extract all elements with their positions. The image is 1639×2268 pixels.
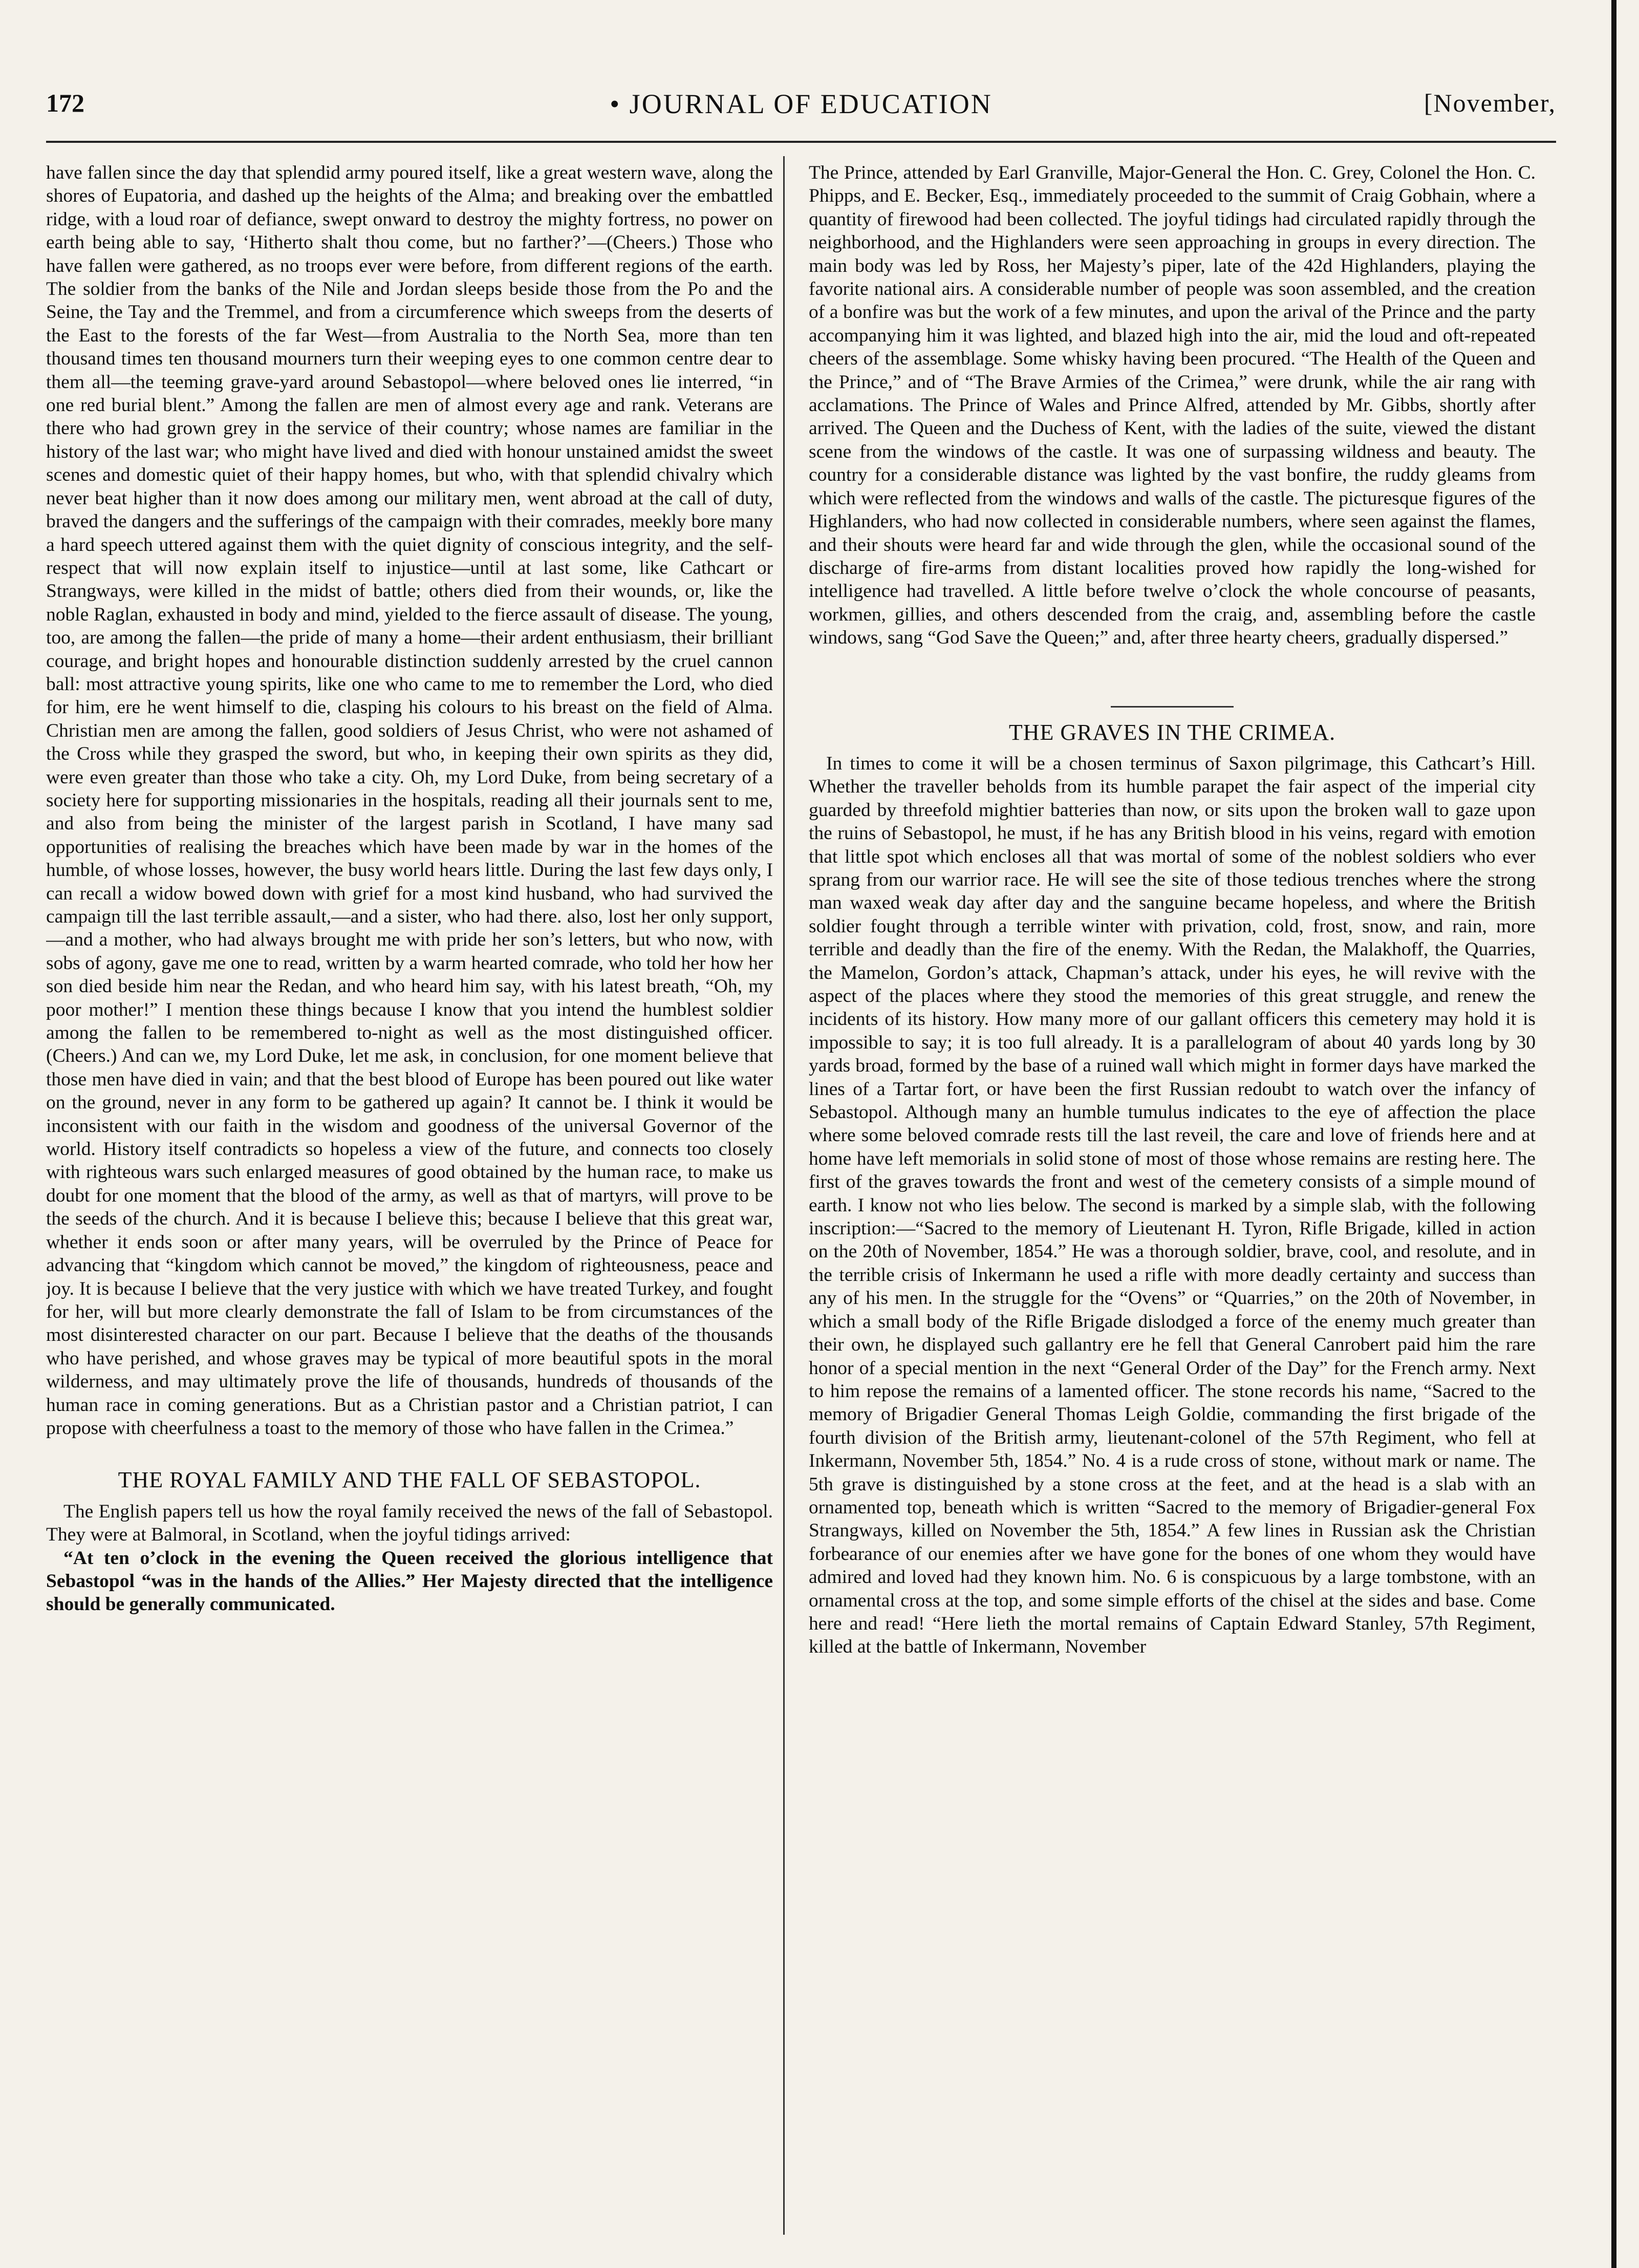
speech-paragraph: have fallen since the day that splendid army poured itself, like a great western wave, along the shores of Eupatoria, and dashed up the heights of the Alma; and breaking over the embattled ridge, with a loud roar of defiance, swept onward to destroy the mighty fortress, no power on earth being able to say, ‘Hitherto shalt thou come, but no farther?’—(Cheers.) Those who have fallen were gathered, as no troops ever were before, from different regions of the earth. The soldier from the banks of the Nile and Jordan sleeps beside those from the Po and the Seine, the Tay and the Tremmel, and from a circumference which sweeps from the deserts of the East to the forests of the far West—from Australia to the North Sea, more than ten thousand times ten thousand mourners turn their weeping eyes to one common centre dear to them all—the teeming grave-yard around Sebastopol—where beloved ones lie interred, “in one red burial blent.” Among the fallen are men of almost every age and rank. Veterans are there who had grown grey in the service of their country; whose names are familiar in the history of the last war; who might have lived and died with honour unstained amidst the sweet scenes and domestic quiet of their happy homes, but who, with that splendid chivalry which never beat higher than it now does among our military men, went abroad at the call of duty, braved the dangers and the sufferings of the campaign with their comrades, meekly bore many a hard speech uttered against them with the quiet dignity of conscious integrity, and the self-respect that will now explain itself to injustice—until at last some, like Cathcart or Strangways, were killed in the midst of battle; others died from their wounds, or, like the noble Raglan, exhausted in body and mind, yielded to the fierce assault of disease. The young, too, are among the fallen—the pride of many a home—their ardent enthusiasm, their brilliant courage, and bright hopes and honourable distinction suddenly arrested by the cruel cannon ball: most attractive young spirits, like one who came to me to remember the Lord, who died for him, ere he went himself to die, clasping his colours to his breast on the field of Alma. Christian men are among the fallen, good soldiers of Jesus Christ, who were not ashamed of the Cross while they grasped the sword, but who, in keeping their own spirits as they did, were even greater than those who take a city. Oh, my Lord Duke, from being secretary of a society here for supporting missionaries in the hospitals, reading all their journals sent to me, and also from being the minister of the largest parish in Scotland, I have many sad opportunities of realising the breaches which have been made by war in the homes of the humble, of whose losses, however, the busy world hears little. During the last few days only, I can recall a widow bowed down with grief for a most kind husband, who had survived the campaign till the last terrible assault,—and a sister, who had there. also, lost her only support,—and a mother, who had always brought me with pride her son’s letters, but who now, with sobs of agony, gave me one to read, written by a warm hearted comrade, who told her how her son died beside him near the Redan, and who heard him say, with his latest breath, “Oh, my poor mother!” I mention these things because I know that you intend the humblest soldier among the fallen to be remembered to-night as well as the most distinguished officer. (Cheers.) And can we, my Lord Duke, let me ask, in conclusion, for one moment believe that those men have died in vain; and that the best blood of Europe has been poured out like water on the ground, never in any form to be gathered up again? It cannot be. I think it would be inconsistent with our faith in the wisdom and goodness of the universal Governor of the world. History itself contradicts so hopeless a view of the future, and connects too closely with righteous wars such enlarged measures of good obtained by the human race, to make us doubt for one moment that the blood of the army, as well as that of martyrs, will prove to be the seeds of the church. And it is because I believe this; because I believe that this great war, whether it ends soon or after many years, will be overruled by the Prince of Peace for advancing that “kingdom which cannot be moved,” the kingdom of righteousness, peace and joy. It is because I believe that the very justice with which we have treated Turkey, and fought for her, will but more clearly demonstrate the fall of Islam to be from circumstances of the most disinterested character on our part. Because I believe that the deaths of the thousands who have perished, and whose graves may be typical of more beautiful spots in the moral wilderness, and may ultimately prove the life of thousands, hundreds of thousands of the human race in coming generations. But as a Christian pastor and a Christian patriot, I can propose with cheerfulness a toast to the memory of those who have fallen in the Crimea.” bbox=[46, 162, 773, 1439]
column-rule bbox=[783, 156, 785, 2235]
royal-family-heading: THE ROYAL FAMILY AND THE FALL OF SEBASTOPOL. bbox=[118, 1467, 701, 1493]
header-rule bbox=[46, 141, 1556, 143]
header-month: [November, bbox=[1424, 89, 1556, 117]
journal-title: • JOURNAL OF EDUCATION bbox=[610, 89, 993, 119]
royal-continuation-paragraph: The Prince, attended by Earl Granville, Major-General the Hon. C. Grey, Colonel the Hon. C. Phipps, and E. Becker, Esq., immediately proceeded to the summit of Craig Gobhain, where a quantity of firewood had been collected. The joyful tidings had circulated rapidly through the neighborhood, and the Highlanders were seen approaching in groups in every direction. The main body was led by Ross, her Majesty’s piper, late of the 42d Highlanders, playing the favorite national airs. A considerable number of people was soon assembled, and the creation of a bonfire was but the work of a few minutes, and upon the arival of the Prince and the party accompanying him it was lighted, and blazed high into the air, mid the loud and oft-repeated cheers of the assemblage. Some whisky having been procured. “The Health of the Queen and the Prince,” and of “The Brave Armies of the Crimea,” were drunk, while the air rang with acclamations. The Prince of Wales and Prince Alfred, attended by Mr. Gibbs, shortly after arrived. The Queen and the Duchess of Kent, with the ladies of the suite, viewed the distant scene from the windows of the castle. It was one of surpassing wildness and beauty. The country for a considerable distance was lighted by the vast bonfire, the ruddy gleams from which were reflected from the windows and walls of the castle. The picturesque figures of the Highlanders, who had now collected in considerable numbers, where seen against the flames, and their shouts were heard far and wide through the glen, while the occasional sound of the discharge of fire-arms from distant localities proved how rapidly the long-wished for intelligence had travelled. A little before twelve o’clock the whole concourse of peasants, workmen, gillies, and others descended from the craig, and, assembling before the castle windows, sang “God Save the Queen;” and, after three hearty cheers, gradually dispersed.” bbox=[809, 162, 1536, 649]
binding-edge-rule bbox=[1611, 0, 1616, 2268]
left-column bbox=[46, 161, 773, 2230]
section-divider bbox=[1111, 706, 1234, 708]
right-column bbox=[809, 161, 1536, 2230]
graves-heading: THE GRAVES IN THE CRIMEA. bbox=[1008, 719, 1336, 745]
graves-paragraph: In times to come it will be a chosen terminus of Saxon pilgrimage, this Cathcart’s Hill. Whether the traveller beholds from its humble parapet the fair aspect of the imperial city guarded by threefold mightier batteries than now, or sits upon the broken wall to gaze upon the ruins of Sebastopol, he must, if he has any British blood in his veins, regard with emotion that little spot which encloses all that was mortal of some of the noblest soldiers who ever sprang from our warrior race. He will see the site of those tedious trenches where the strong man waxed weak day after day and the sanguine became hopeless, and where the British soldier fought through a terrible winter with privation, cold, frost, snow, and rain, more terrible and deadly than the fire of the enemy. With the Redan, the Malakhoff, the Quarries, the Mamelon, Gordon’s attack, Chapman’s attack, under his eyes, he will revive with the aspect of the places where they stood the memories of this great struggle, and renew the incidents of its history. How many more of our gallant officers this cemetery may hold it is impossible to say; it is too full already. It is a parallelogram of about 40 yards long by 30 yards broad, formed by the base of a ruined wall which might in former days have marked the lines of a Tartar fort, or have been the first Russian redoubt to watch over the infancy of Sebastopol. Although many an humble tumulus indicates to the eye of affection the place where some beloved comrade rests till the last reveil, the care and love of friends here and at home have left memorials in solid stone of most of those whose remains are resting here. The first of the graves towards the front and west of the cemetery consists of a simple mound of earth. I know not who lies below. The second is marked by a simple slab, with the following inscription:—“Sacred to the memory of Lieutenant H. Tyron, Rifle Brigade, killed in action on the 20th of November, 1854.” He was a thorough soldier, brave, cool, and resolute, and in the terrible crisis of Inkermann he used a rifle with more deadly certainty and success than any of his men. In the struggle for the “Ovens” or “Quarries,” on the 20th of November, in which a small body of the Rifle Brigade dislodged a force of the enemy much greater than their own, he displayed such gallantry ere he fell that General Canrobert paid him the rare honor of a special mention in the next “General Order of the Day” for the French army. Next to him repose the remains of a lamented officer. The stone records his name, “Sacred to the memory of Brigadier General Thomas Leigh Goldie, commanding the first brigade of the fourth division of the British army, lieutenant-colonel of the 57th Regiment, who fell at Inkermann, November 5th, 1854.” No. 4 is a rude cross of stone, without mark or name. The 5th grave is distinguished by a stone cross at the feet, and at the head is a slab with an ornamented top, beneath which is written “Sacred to the memory of Brigadier-general Fox Strangways, killed on November the 5th, 1854.” A few lines in Russian ask the Christian forbearance of our enemies after we have gone for the bones of one whom they would have admired and loved had they known him. No. 6 is conspicuous by a large tombstone, with an ornamental cross at the top, and some simple efforts of the chisel at the sides and base. Come here and read! “Here lieth the mortal remains of Captain Edward Stanley, 57th Regiment, killed at the battle of Inkermann, November bbox=[809, 753, 1536, 1658]
page-header bbox=[46, 88, 1556, 134]
royal-paragraph: The English papers tell us how the royal family received the news of the fall of Sebastopol. They were at Balmoral, in Scotland, when the joyful tidings arrived: bbox=[46, 1501, 773, 1546]
royal-paragraph: “At ten o’clock in the evening the Queen received the glorious intelligence that Sebastopol “was in the hands of the Allies.” Her Majesty directed that the intelligence should be generally communicated. bbox=[46, 1547, 773, 1615]
page-number: 172 bbox=[46, 89, 84, 117]
